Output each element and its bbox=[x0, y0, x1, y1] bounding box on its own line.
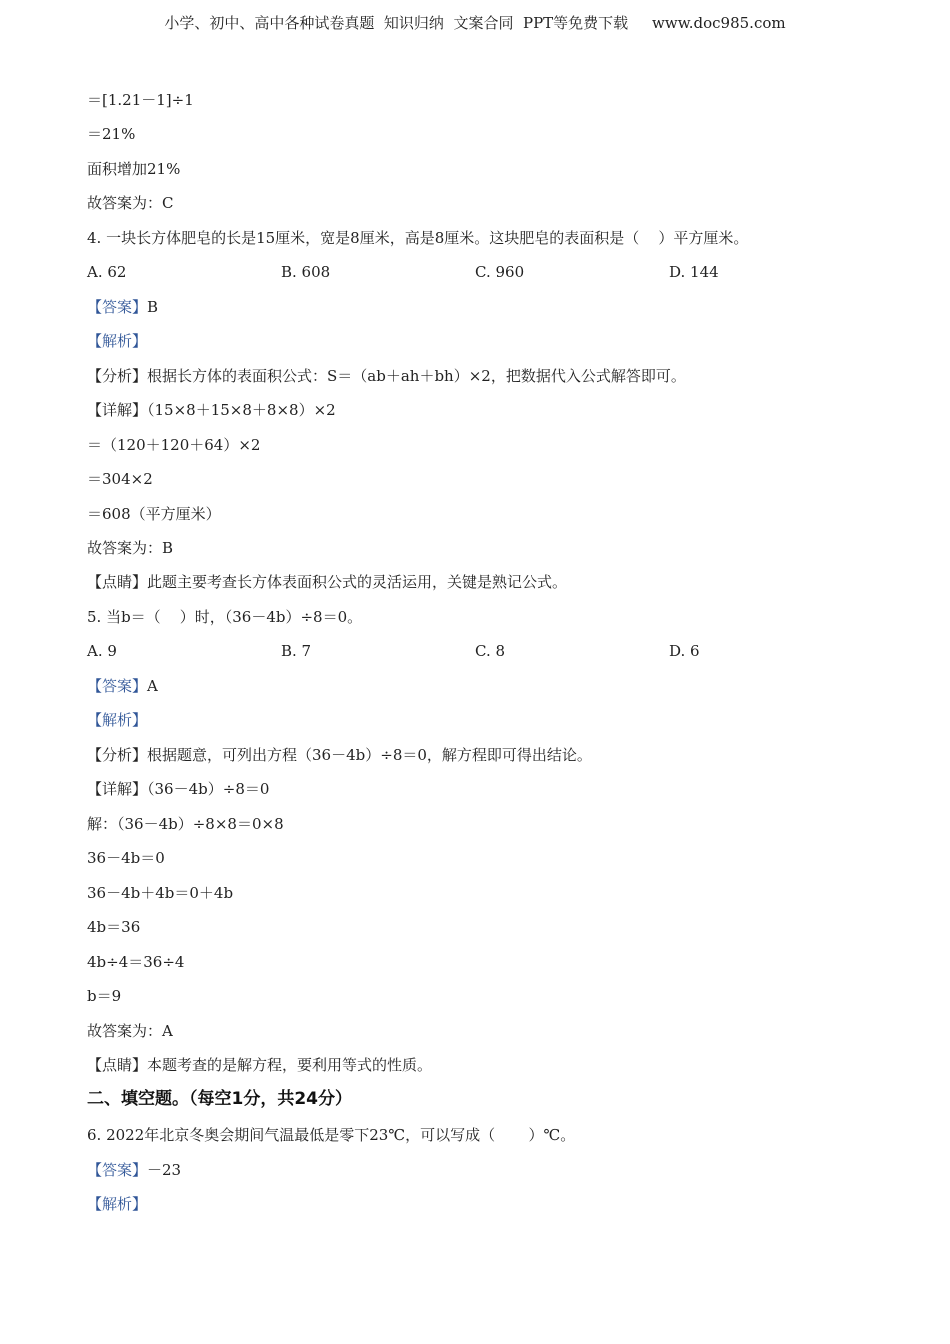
q4-detail bbox=[87, 400, 336, 420]
q4-analysis bbox=[87, 366, 686, 386]
analysis-tag: 【分析】 bbox=[87, 746, 148, 764]
section-heading-fill-in: 二、填空题。（每空1分，共24分） bbox=[87, 1089, 352, 1109]
answer-tag: 【答案】 bbox=[87, 677, 148, 695]
detail-text: （36－4b）÷8＝0 bbox=[147, 780, 270, 798]
answer-value: B bbox=[147, 298, 159, 316]
comment-tag: 【点睛】 bbox=[87, 1056, 148, 1074]
q4-option-a: A. 62 bbox=[87, 263, 127, 281]
detail-tag: 【详解】 bbox=[87, 401, 148, 419]
q5-option-b: B. 7 bbox=[281, 642, 312, 660]
calc-line-1: ＝[1.21－1]÷1 bbox=[87, 91, 194, 109]
q4-step-3: ＝608（平方厘米） bbox=[87, 505, 221, 523]
comment-text: 本题考查的是解方程，要利用等式的性质。 bbox=[147, 1056, 433, 1074]
area-increase-line: 面积增加21% bbox=[87, 160, 181, 178]
q5-detail bbox=[87, 779, 269, 799]
q5-final-answer: 故答案为：A bbox=[87, 1022, 173, 1040]
analysis-text: 根据长方体的表面积公式：S＝（ab＋ah＋bh）×2，把数据代入公式解答即可。 bbox=[147, 367, 686, 385]
q5-analysis bbox=[87, 745, 592, 765]
q5-step-5: 4b÷4＝36÷4 bbox=[87, 953, 185, 971]
answer-tag: 【答案】 bbox=[87, 298, 148, 316]
q5-step-3: 36－4b＋4b＝0＋4b bbox=[87, 884, 234, 902]
q4-option-b: B. 608 bbox=[281, 263, 331, 281]
page-header: 小学、初中、高中各种试卷真题 知识归纳 文案合同 PPT等免费下载 www.doc985.com bbox=[164, 14, 786, 32]
q4-comment bbox=[87, 572, 567, 592]
q5-step-2: 36－4b＝0 bbox=[87, 849, 165, 867]
q4-option-c: C. 960 bbox=[475, 263, 525, 281]
q4-option-d: D. 144 bbox=[669, 263, 719, 281]
question-4: 4. 一块长方体肥皂的长是15厘米，宽是8厘米，高是8厘米。这块肥皂的表面积是（ ）平方厘米。 bbox=[87, 229, 749, 247]
q4-final-answer: 故答案为：B bbox=[87, 539, 174, 557]
comment-text: 此题主要考查长方体表面积公式的灵活运用，关键是熟记公式。 bbox=[147, 573, 568, 591]
q5-jiexi-tag: 【解析】 bbox=[87, 711, 148, 729]
question-5: 5. 当b＝（ ）时，（36－4b）÷8＝0。 bbox=[87, 608, 363, 626]
q5-step-1: 解：（36－4b）÷8×8＝0×8 bbox=[87, 815, 284, 833]
q4-step-1: ＝（120＋120＋64）×2 bbox=[87, 436, 261, 454]
detail-text: （15×8＋15×8＋8×8）×2 bbox=[147, 401, 336, 419]
q4-answer bbox=[87, 297, 158, 317]
q6-answer bbox=[87, 1160, 181, 1180]
q5-comment bbox=[87, 1055, 432, 1075]
analysis-tag: 【分析】 bbox=[87, 367, 148, 385]
q5-step-6: b＝9 bbox=[87, 987, 122, 1005]
q5-option-d: D. 6 bbox=[669, 642, 700, 660]
answer-tag: 【答案】 bbox=[87, 1161, 148, 1179]
question-6: 6. 2022年北京冬奥会期间气温最低是零下23℃，可以写成（ ）℃。 bbox=[87, 1126, 576, 1144]
answer-value: A bbox=[147, 677, 158, 695]
q4-jiexi-tag: 【解析】 bbox=[87, 332, 148, 350]
calc-line-2: ＝21% bbox=[87, 125, 136, 143]
analysis-text: 根据题意，可列出方程（36－4b）÷8＝0，解方程即可得出结论。 bbox=[147, 746, 592, 764]
q4-step-2: ＝304×2 bbox=[87, 470, 153, 488]
q5-answer bbox=[87, 676, 158, 696]
q6-jiexi-tag: 【解析】 bbox=[87, 1195, 148, 1213]
comment-tag: 【点睛】 bbox=[87, 573, 148, 591]
answer-line-q3: 故答案为：C bbox=[87, 194, 174, 212]
detail-tag: 【详解】 bbox=[87, 780, 148, 798]
q5-option-c: C. 8 bbox=[475, 642, 506, 660]
answer-value: －23 bbox=[147, 1161, 182, 1179]
q5-option-a: A. 9 bbox=[87, 642, 117, 660]
q5-step-4: 4b＝36 bbox=[87, 918, 141, 936]
